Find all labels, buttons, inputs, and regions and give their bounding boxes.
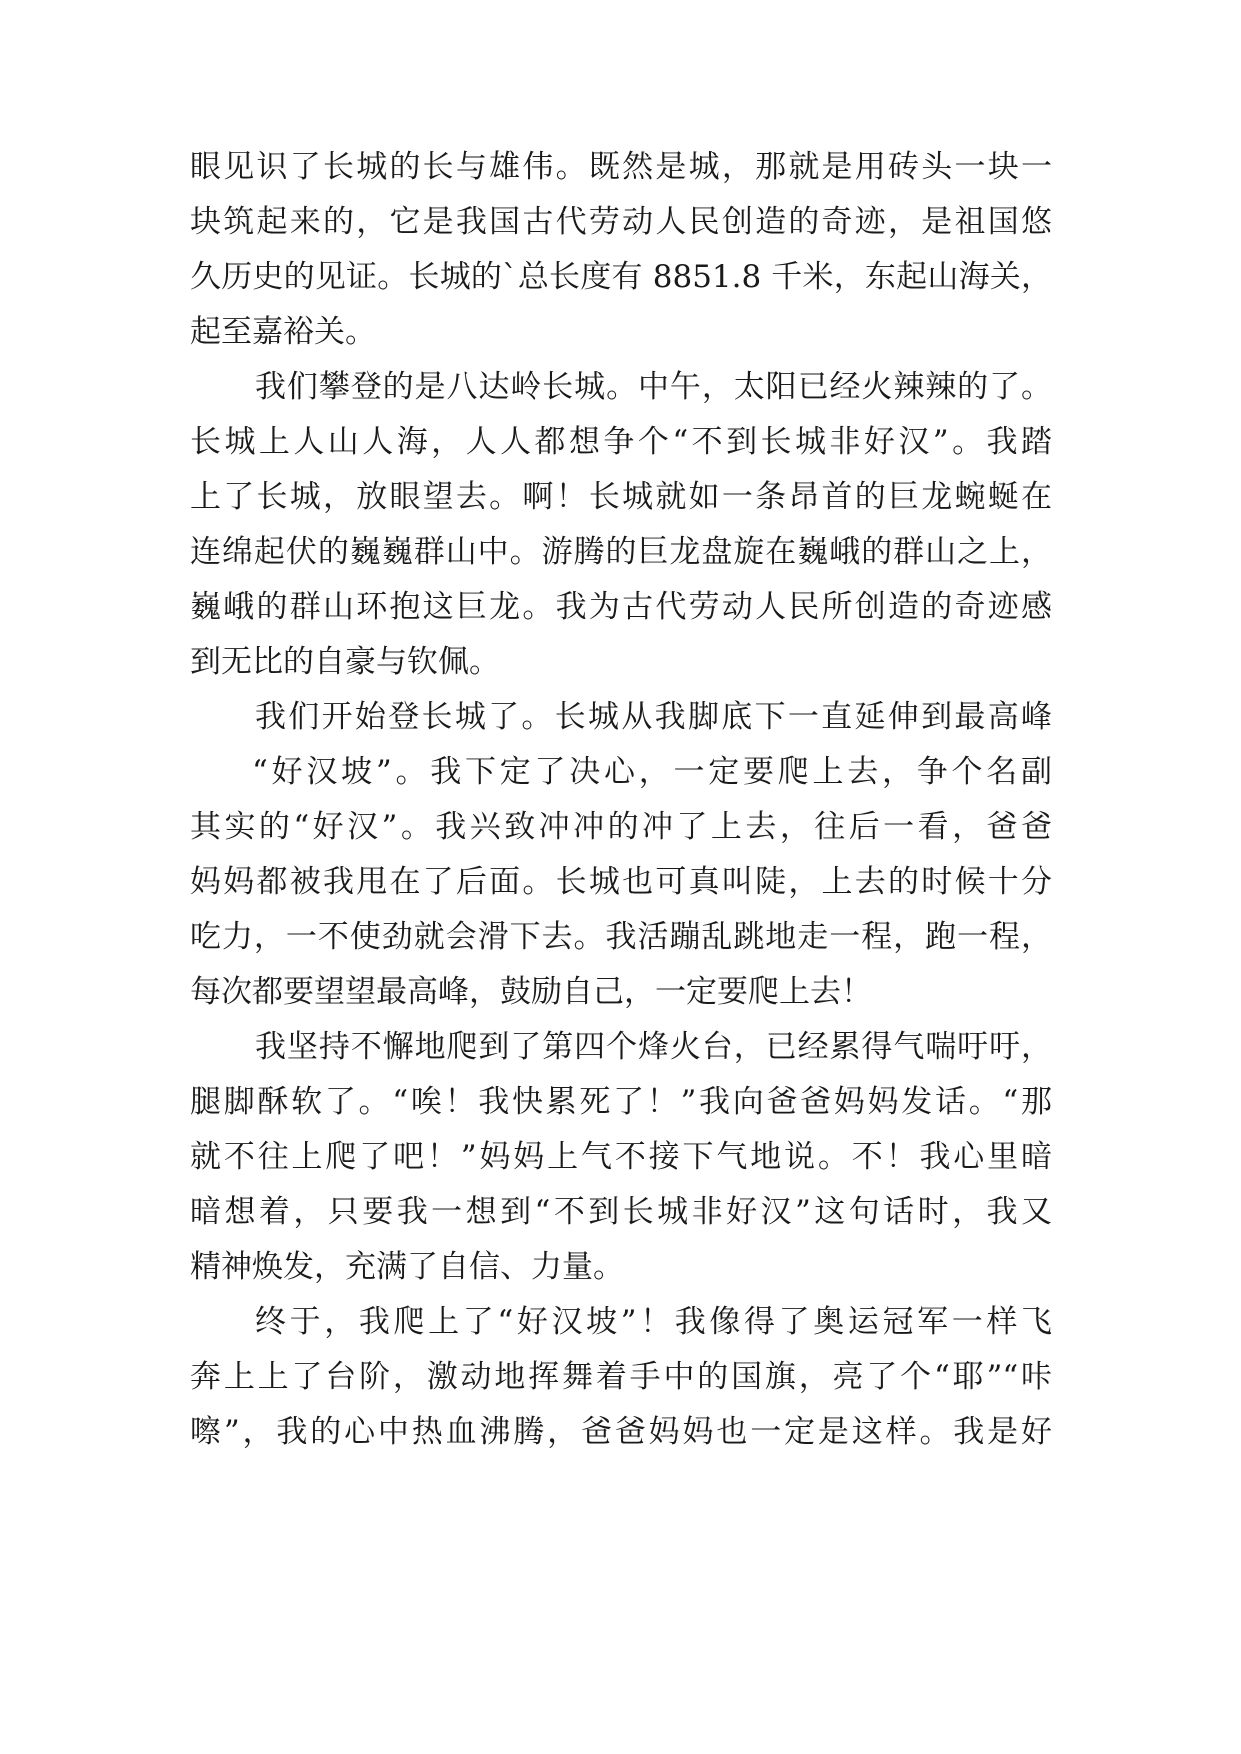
text-line: 到无比的自豪与钦佩。: [190, 644, 500, 680]
text-line: 终于，我爬上了“好汉坡”！我像得了奥运冠军一样飞: [255, 1304, 1052, 1340]
text-line: 嚓”，我的心中热血沸腾，爸爸妈妈也一定是这样。我是好: [190, 1414, 1052, 1450]
text-line: 上了长城，放眼望去。啊！长城就如一条昂首的巨龙蜿蜒在: [190, 479, 1052, 515]
text-line: “好汉坡”。我下定了决心，一定要爬上去，争个名副: [252, 754, 1052, 790]
text-line: 妈妈都被我甩在了后面。长城也可真叫陡，上去的时候十分: [190, 864, 1052, 900]
text-line: 我们开始登长城了。长城从我脚底下一直延伸到最高峰: [255, 699, 1052, 735]
text-line: 腿脚酥软了。“唉！我快累死了！”我向爸爸妈妈发话。“那: [190, 1084, 1052, 1120]
text-line: 就不往上爬了吧！”妈妈上气不接下气地说。不！我心里暗: [190, 1139, 1052, 1175]
text-line: 巍峨的群山环抱这巨龙。我为古代劳动人民所创造的奇迹感: [190, 589, 1052, 625]
text-line: 每次都要望望最高峰，鼓励自己，一定要爬上去！: [190, 974, 872, 1010]
text-line: 长城上人山人海，人人都想争个“不到长城非好汉”。我踏: [190, 424, 1052, 460]
text-line: 起至嘉裕关。: [190, 314, 376, 350]
text-line: 久历史的见证。长城的`总长度有 8851.8 千米，东起山海关，: [190, 259, 1052, 295]
text-line: 我们攀登的是八达岭长城。中午，太阳已经火辣辣的了。: [255, 369, 1052, 405]
text-line: 奔上上了台阶，激动地挥舞着手中的国旗，亮了个“耶”“咔: [190, 1359, 1052, 1395]
text-line: 吃力，一不使劲就会滑下去。我活蹦乱跳地走一程，跑一程，: [190, 919, 1052, 955]
text-line: 精神焕发，充满了自信、力量。: [190, 1249, 624, 1285]
text-line: 连绵起伏的巍巍群山中。游腾的巨龙盘旋在巍峨的群山之上，: [190, 534, 1052, 570]
text-line: 其实的“好汉”。我兴致冲冲的冲了上去，往后一看，爸爸: [190, 809, 1052, 845]
text-line: 我坚持不懈地爬到了第四个烽火台，已经累得气喘吁吁，: [255, 1029, 1052, 1065]
text-line: 暗想着，只要我一想到“不到长城非好汉”这句话时，我又: [190, 1194, 1052, 1230]
text-line: 眼见识了长城的长与雄伟。既然是城，那就是用砖头一块一: [190, 149, 1052, 185]
text-line: 块筑起来的，它是我国古代劳动人民创造的奇迹，是祖国悠: [190, 204, 1052, 240]
